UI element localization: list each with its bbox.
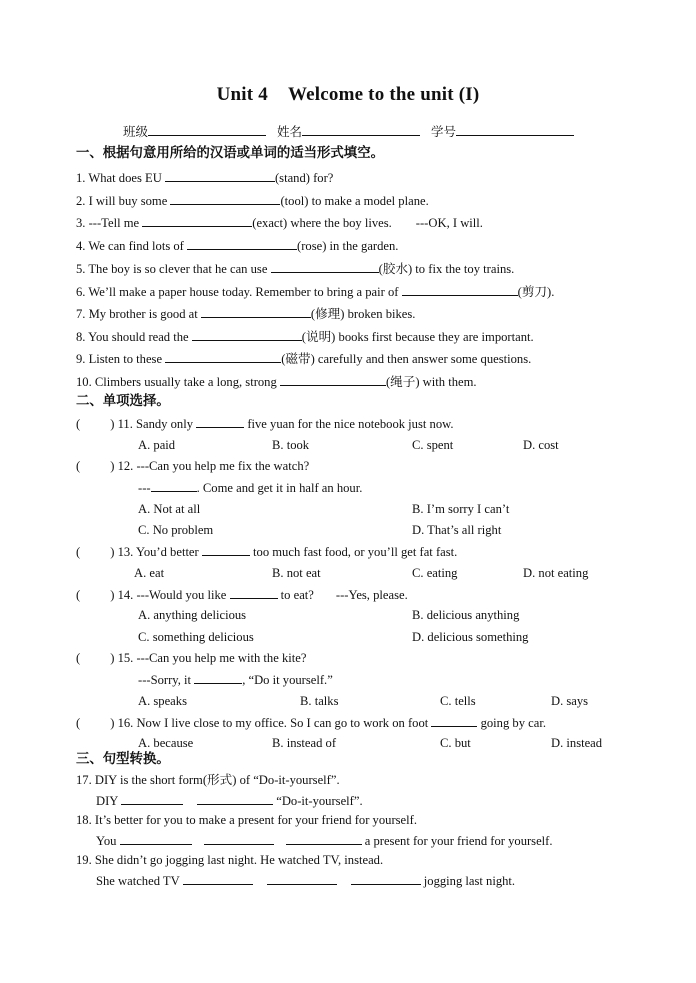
page-title [0, 84, 696, 106]
question-14: ( ) 14. ---Would you like to eat? ---Yes, please. [76, 588, 408, 602]
option-a: A. anything delicious [138, 608, 247, 622]
option-d: D. delicious something [412, 630, 529, 644]
answer-blank[interactable] [121, 792, 183, 805]
question-3: 3. ---Tell me (exact) where the boy lives. ---OK, I will. [76, 216, 483, 230]
class-blank[interactable] [148, 123, 266, 136]
option-b: B. talks [300, 694, 339, 708]
answer-blank[interactable] [402, 283, 518, 296]
answer-blank[interactable] [431, 714, 477, 727]
number-field [431, 123, 574, 140]
question-15-line-2: ---Sorry, it , “Do it yourself.” [138, 673, 333, 687]
answer-blank[interactable] [267, 872, 337, 885]
question-12-line-2: --- . Come and get it in half an hour. [138, 481, 363, 495]
answer-blank[interactable] [230, 586, 278, 599]
class-field [123, 123, 266, 140]
number-label: 学号 [431, 124, 457, 139]
option-d: D. instead [551, 736, 603, 750]
answer-blank[interactable] [286, 832, 362, 845]
option-a: A. paid [138, 438, 176, 452]
answer-blank[interactable] [196, 415, 244, 428]
answer-blank[interactable] [204, 832, 274, 845]
option-a: A. because [138, 736, 194, 750]
class-label: 班级 [123, 124, 149, 139]
question-11: ( ) 11. Sandy only five yuan for the nice notebook just now. [76, 417, 454, 431]
number-blank[interactable] [456, 123, 574, 136]
answer-blank[interactable] [194, 671, 242, 684]
answer-blank[interactable] [165, 350, 281, 363]
answer-blank[interactable] [351, 872, 421, 885]
question-13: ( ) 13. You’d better too much fast food, or you’ll get fat fast. [76, 545, 458, 559]
question-10: 10. Climbers usually take a long, strong (绳子) with them. [76, 375, 477, 389]
question-12: ( ) 12. ---Can you help me fix the watch? [76, 459, 310, 473]
answer-blank[interactable] [280, 373, 386, 386]
question-19-line-2: She watched TV jogging last night. [96, 874, 516, 888]
question-19: 19. She didn’t go jogging last night. He watched TV, instead. [76, 853, 384, 867]
option-c: C. eating [412, 566, 458, 580]
answer-blank[interactable] [120, 832, 192, 845]
answer-blank[interactable] [165, 169, 275, 182]
question-5: 5. The boy is so clever that he can use (胶水) to fix the toy trains. [76, 262, 515, 276]
answer-blank[interactable] [271, 260, 379, 273]
option-c: C. but [440, 736, 471, 750]
option-a: A. eat [134, 566, 165, 580]
option-a: A. Not at all [138, 502, 201, 516]
title-unit: Unit 4 [216, 84, 268, 105]
section-heading-multiple-choice: 二、单项选择。 [76, 394, 170, 409]
option-b: B. delicious anything [412, 608, 520, 622]
question-4: 4. We can find lots of (rose) in the garden. [76, 239, 399, 253]
option-a: A. speaks [138, 694, 187, 708]
section-heading-fill-in: 一、根据句意用所给的汉语或单词的适当形式填空。 [76, 146, 384, 161]
answer-blank[interactable] [142, 214, 252, 227]
name-field [277, 123, 420, 140]
question-17: 17. DIY is the short form(形式) of “Do-it-yourself”. [76, 773, 340, 787]
answer-blank[interactable] [202, 543, 250, 556]
title-subtitle: Welcome to the unit (I) [287, 84, 480, 105]
question-6: 6. We’ll make a paper house today. Remember to bring a pair of (剪刀). [76, 285, 555, 299]
name-blank[interactable] [302, 123, 420, 136]
option-c: C. spent [412, 438, 454, 452]
section-heading-sentence-transform: 三、句型转换。 [76, 752, 170, 767]
option-c: C. something delicious [138, 630, 254, 644]
question-18-line-2: You a present for your friend for yourself. [96, 834, 553, 848]
question-18: 18. It’s better for you to make a present for your friend for yourself. [76, 813, 417, 827]
name-label: 姓名 [277, 124, 303, 139]
option-b: B. not eat [272, 566, 321, 580]
option-d: D. cost [523, 438, 559, 452]
option-d: D. not eating [523, 566, 589, 580]
question-2: 2. I will buy some (tool) to make a model plane. [76, 194, 429, 208]
answer-blank[interactable] [151, 479, 197, 492]
option-b: B. took [272, 438, 310, 452]
answer-blank[interactable] [192, 328, 302, 341]
question-8: 8. You should read the (说明) books first because they are important. [76, 330, 534, 344]
answer-blank[interactable] [170, 192, 280, 205]
option-b: B. instead of [272, 736, 337, 750]
question-1: 1. What does EU (stand) for? [76, 171, 334, 185]
answer-blank[interactable] [187, 237, 297, 250]
option-c: C. tells [440, 694, 476, 708]
option-d: D. says [551, 694, 589, 708]
question-9: 9. Listen to these (磁带) carefully and then answer some questions. [76, 352, 532, 366]
question-17-line-2: DIY “Do-it-yourself”. [96, 794, 363, 808]
question-7: 7. My brother is good at (修理) broken bikes. [76, 307, 416, 321]
question-15: ( ) 15. ---Can you help me with the kite? [76, 651, 307, 665]
answer-blank[interactable] [183, 872, 253, 885]
question-16: ( ) 16. Now I live close to my office. So I can go to work on foot going by car. [76, 716, 546, 730]
answer-blank[interactable] [197, 792, 273, 805]
option-c: C. No problem [138, 523, 214, 537]
answer-blank[interactable] [201, 305, 311, 318]
option-d: D. That’s all right [412, 523, 502, 537]
option-b: B. I’m sorry I can’t [412, 502, 510, 516]
